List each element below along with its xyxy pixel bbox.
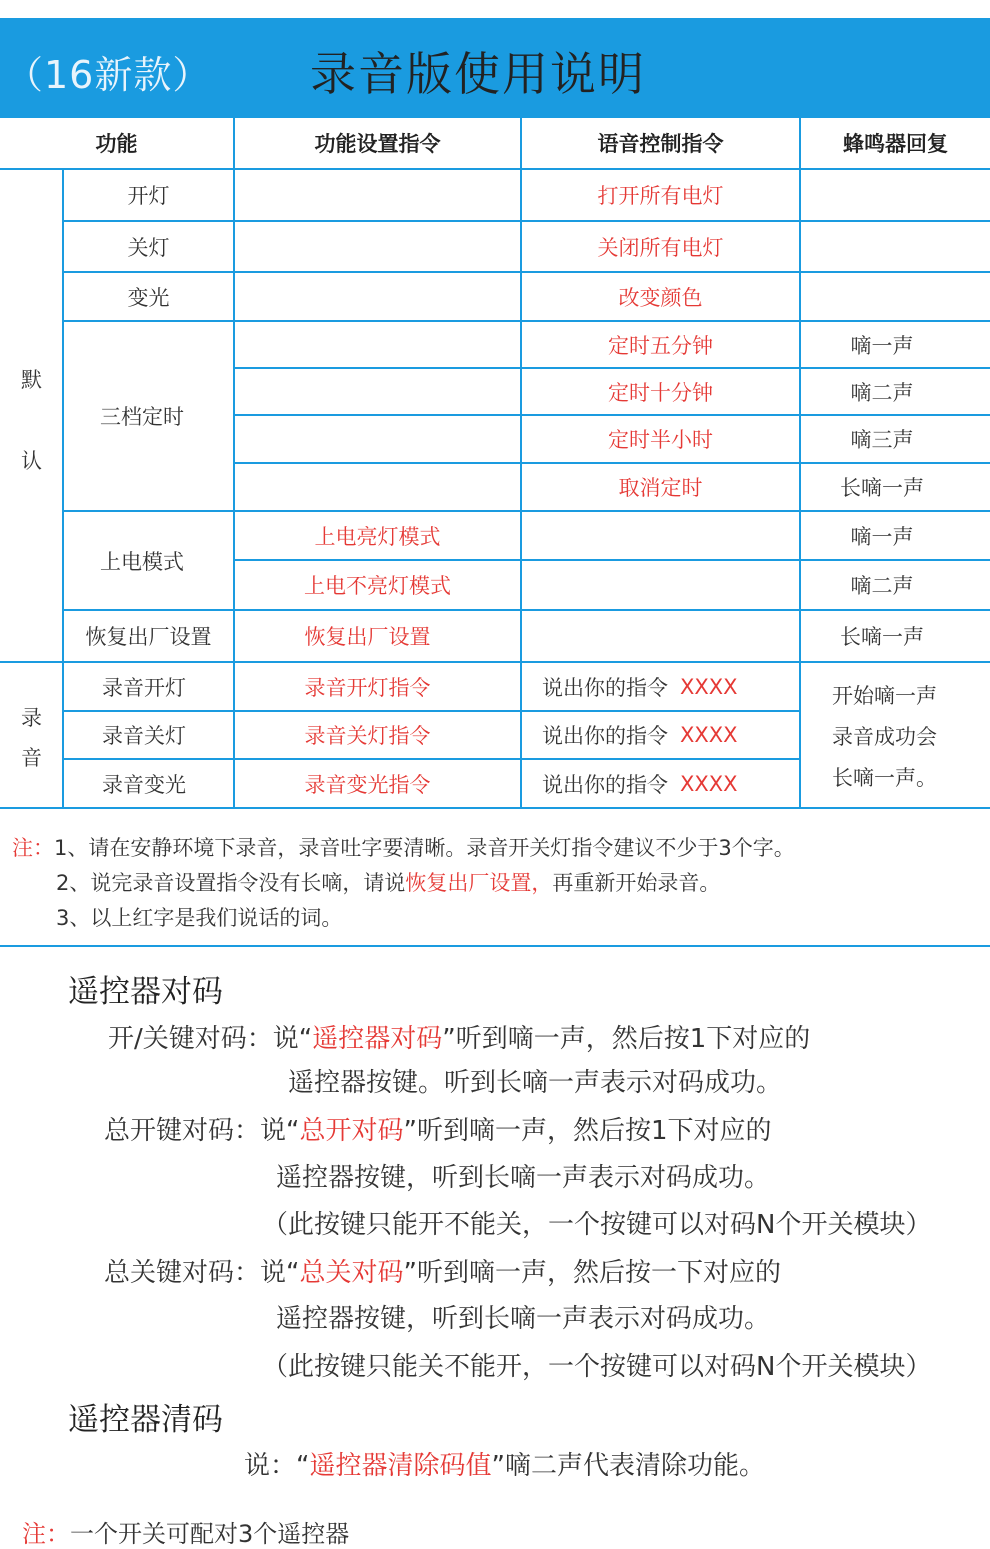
section-divider: [0, 945, 990, 947]
record-beep-line: 开始嘀一声: [832, 684, 937, 708]
pairing-master-off-line-3: （此按键只能关不能开，一个按键可以对码N个开关模块）: [262, 1352, 932, 1382]
row-power-function: 上电模式: [100, 549, 184, 574]
pairing-master-off-line: [104, 1252, 781, 1289]
note-line-2: [56, 867, 720, 897]
voice-text: 说出你的指令: [542, 675, 668, 700]
voice-placeholder: XXXX: [680, 723, 738, 747]
clearing-line: [244, 1445, 765, 1482]
pairing-label: 总开键对码：说“: [104, 1116, 300, 1146]
record-beep-line: 长嘀一声。: [832, 766, 937, 790]
timer-beep: 嘀一声: [850, 333, 914, 358]
pairing-phrase: 总开对码: [299, 1116, 404, 1146]
power-setting: 上电亮灯模式: [314, 524, 441, 549]
pairing-master-on-line-3: （此按键只能开不能关，一个按键可以对码N个开关模块）: [262, 1210, 932, 1240]
header-voice-command: 语音控制指令: [597, 132, 724, 156]
pairing-phrase: 总关对码: [299, 1258, 404, 1288]
row-reset-beep: 长嘀一声: [840, 625, 924, 649]
group-record-label: 音: [21, 746, 42, 770]
pairing-label: 开/关键对码：说“: [108, 1024, 313, 1054]
note-text: 再重新开始录音。: [552, 871, 721, 895]
footnote: [22, 1514, 349, 1549]
record-beep-note: [832, 676, 937, 799]
row-off-voice: 关闭所有电灯: [597, 235, 724, 260]
row-dim-function: 变光: [127, 285, 170, 310]
pairing-text: ”听到嘀一声，然后按一下对应的: [403, 1258, 781, 1288]
note-text: 1、请在安静环境下录音，录音吐字要清晰。录音开关灯指令建议不少于3个字。: [54, 836, 795, 860]
footnote-prefix: 注：: [22, 1520, 70, 1548]
clearing-label: 说：“: [244, 1451, 310, 1481]
row-rec-dim-voice: [522, 760, 799, 807]
footnote-text: 一个开关可配对3个遥控器: [70, 1520, 350, 1548]
timer-voice: 定时半小时: [608, 428, 713, 452]
group-default-label: 认: [21, 449, 42, 473]
row-rec-off-setting: 录音关灯指令: [304, 724, 431, 748]
row-off-function: 关灯: [127, 235, 170, 260]
timer-beep: 嘀三声: [850, 428, 914, 452]
row-reset-setting: 恢复出厂设置: [304, 625, 431, 649]
record-beep-line: 录音成功会: [832, 725, 937, 749]
pairing-master-on-line: [104, 1110, 772, 1147]
row-rec-on-setting: 录音开灯指令: [304, 675, 431, 700]
pairing-text: ”听到嘀一声，然后按1下对应的: [403, 1116, 772, 1146]
pairing-onoff-line: [108, 1018, 810, 1055]
clearing-text: ”嘀二声代表清除功能。: [491, 1451, 765, 1481]
header-buzzer-reply: 蜂鸣器回复: [843, 132, 948, 156]
row-rec-on-function: 录音开灯: [102, 675, 186, 700]
group-default-label: 默: [21, 368, 42, 392]
clearing-title: 遥控器清码: [68, 1402, 223, 1438]
row-rec-off-function: 录音关灯: [102, 724, 186, 748]
voice-text: 说出你的指令: [542, 772, 668, 797]
pairing-master-off-line-2: 遥控器按键，听到长嘀一声表示对码成功。: [276, 1304, 771, 1334]
row-rec-dim-function: 录音变光: [102, 772, 186, 797]
timer-voice: 定时五分钟: [608, 333, 713, 358]
row-rec-dim-setting: 录音变光指令: [304, 772, 431, 797]
row-reset-function: 恢复出厂设置: [85, 625, 212, 649]
clearing-phrase: 遥控器清除码值: [309, 1451, 492, 1481]
header-setting-command: 功能设置指令: [314, 132, 441, 156]
note-text: 2、说完录音设置指令没有长嘀，请说: [56, 871, 406, 895]
note-line-3: 3、以上红字是我们说话的词。: [56, 906, 343, 930]
row-rec-off-voice: [522, 712, 799, 758]
note-prefix: 注：: [12, 836, 54, 860]
table-divider: [0, 807, 990, 809]
row-on-voice: 打开所有电灯: [597, 184, 724, 208]
pairing-phrase: 遥控器对码: [312, 1024, 443, 1054]
pairing-label: 总关键对码：说“: [104, 1258, 300, 1288]
version-badge: （16新款）: [5, 53, 212, 97]
title-banner: [0, 18, 990, 118]
timer-voice: 定时十分钟: [608, 380, 713, 405]
group-record-label: 录: [21, 706, 42, 730]
row-dim-voice: 改变颜色: [618, 285, 703, 310]
power-beep: 嘀二声: [850, 574, 914, 598]
timer-voice: 取消定时: [618, 476, 703, 500]
pairing-title: 遥控器对码: [68, 974, 223, 1010]
voice-placeholder: XXXX: [680, 674, 738, 699]
timer-beep: 嘀二声: [850, 380, 914, 405]
page-title: 录音版使用说明: [310, 47, 646, 101]
row-timer-function: 三档定时: [100, 405, 184, 429]
timer-beep: 长嘀一声: [840, 476, 924, 500]
row-rec-on-voice: [522, 663, 799, 710]
voice-placeholder: XXXX: [680, 771, 738, 796]
voice-text: 说出你的指令: [542, 724, 668, 748]
note-line-1: [12, 832, 795, 862]
pairing-onoff-line-2: 遥控器按键。听到长嘀一声表示对码成功。: [288, 1068, 783, 1098]
power-setting: 上电不亮灯模式: [304, 574, 451, 598]
power-beep: 嘀一声: [850, 524, 914, 549]
pairing-master-on-line-2: 遥控器按键，听到长嘀一声表示对码成功。: [276, 1163, 771, 1193]
header-function: 功能: [95, 132, 138, 156]
pairing-text: ”听到嘀一声，然后按1下对应的: [442, 1024, 811, 1054]
row-on-function: 开灯: [127, 184, 170, 208]
note-highlight: 恢复出厂设置，: [405, 871, 553, 895]
